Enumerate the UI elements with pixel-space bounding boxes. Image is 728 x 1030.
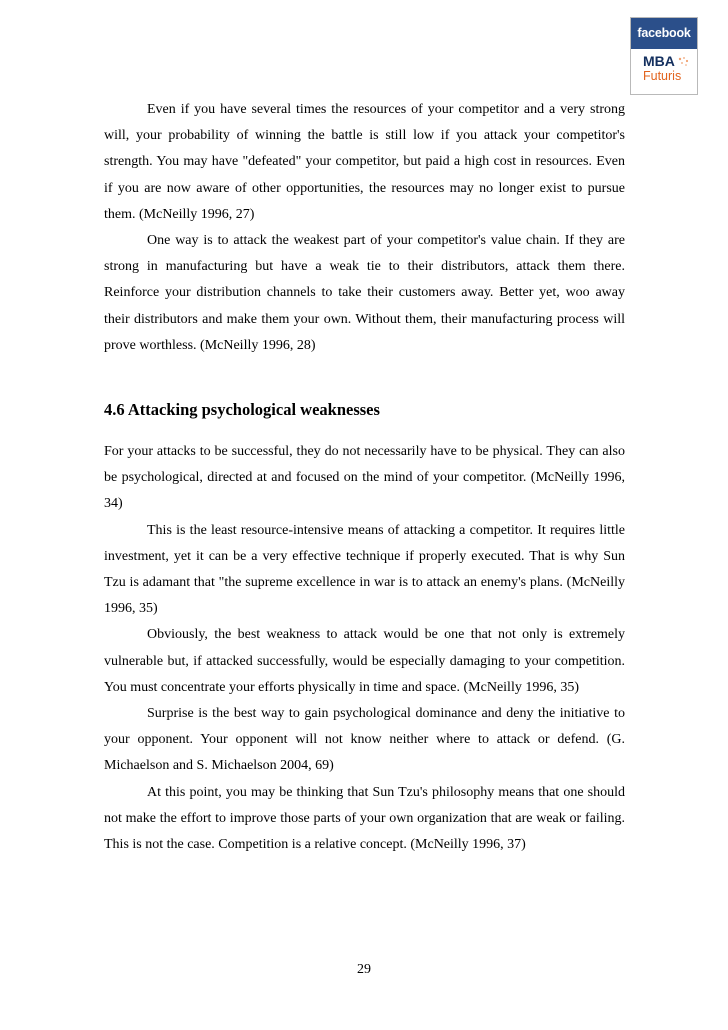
facebook-label: facebook xyxy=(631,18,697,49)
page-body xyxy=(104,97,625,858)
paragraph: One way is to attack the weakest part of your competitor's value chain. If they are strong in manufacturing but have a weak tie to their distributors, attack them there. Reinforce your distribution channels to take their customers away. Better yet, woo away their distributors and make them your own. Without them, their manufacturing process will prove worthless. (McNeilly 1996, 28) xyxy=(104,233,625,353)
paragraph: At this point, you may be thinking that Sun Tzu's philosophy means that one should not make the effort to improve those parts of your own organization that are weak or failing. This is not the case. Competition is a relative concept. (McNeilly 1996, 37) xyxy=(104,784,625,853)
futuris-label: Futuris xyxy=(643,69,682,83)
paragraph: Surprise is the best way to gain psychological dominance and deny the initiative to your opponent. Your opponent will not know neither where to attack or defend. (G. Michaelson and S. Michaelson 2004, 69) xyxy=(104,706,625,774)
mba-label: MBA xyxy=(643,53,675,69)
sparkle-icon xyxy=(677,56,691,70)
page-number: 29 xyxy=(357,962,371,977)
paragraph: Even if you have several times the resources of your competitor and a very strong will, your probability of winning the battle is still low if you attack your competitor's strength. You may have "defeated" your competitor, but paid a high cost in resources. Even if you are now aware of other opportunities, the resources may no longer exist to pursue them. (McNeilly 1996, 27) xyxy=(104,102,625,222)
paragraph: Obviously, the best weakness to attack would be one that not only is extremely vulnerable but, if attacked successfully, would be especially damaging to your competition. You must concentrate your efforts physically in time and space. (McNeilly 1996, 35) xyxy=(104,627,625,695)
paragraph: This is the least resource-intensive means of attacking a competitor. It requires little investment, yet it can be a very effective technique if properly executed. That is why Sun Tzu is adamant that "the supreme excellence in war is to attack an enemy's plans. (McNeilly 1996, 35) xyxy=(104,522,625,617)
section-heading: 4.6 Attacking psychological weaknesses xyxy=(104,400,380,420)
paragraph: For your attacks to be successful, they do not necessarily have to be physical. They can also be psychological, directed at and focused on the mind of your competitor. (McNeilly 1996, 34) xyxy=(104,444,625,512)
mba-futuris-facebook-badge[interactable] xyxy=(630,17,698,95)
